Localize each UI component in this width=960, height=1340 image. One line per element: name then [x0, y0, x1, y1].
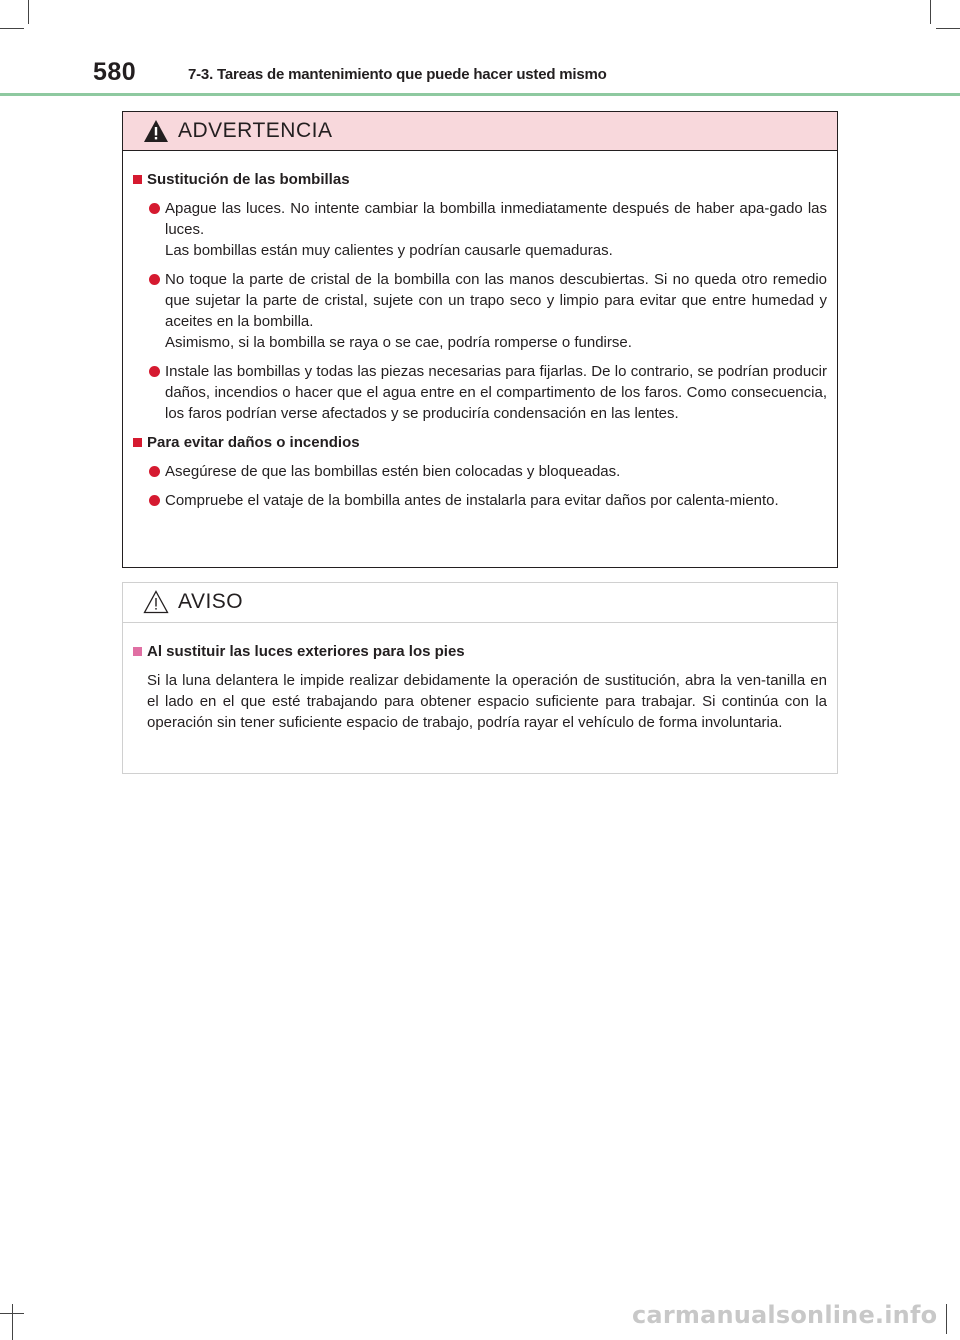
- caution-triangle-icon: [143, 590, 169, 614]
- warning-item: [133, 490, 827, 511]
- warning-header: [123, 112, 837, 151]
- notice-heading: [133, 641, 827, 662]
- round-bullet-icon: [149, 274, 160, 285]
- warning-item: [133, 461, 827, 482]
- notice-title: AVISO: [178, 590, 244, 613]
- item-text: Compruebe el vataje de la bombilla antes de instalarla para evitar daños por calenta-miento.: [165, 492, 779, 509]
- round-bullet-icon: [149, 366, 160, 377]
- crop-mark-top-right-h: [936, 28, 960, 29]
- notice-text: Si la luna delantera le impide realizar debidamente la operación de sustitución, abra la ven-tanilla en el lado en el que esté trabajando para obtener espacio suficiente para trabajar. Si continúa con la operación sin tener suficiente espacio de trabajo, podría rayar el vehículo de forma involuntaria.: [147, 672, 827, 731]
- notice-box: [122, 582, 838, 774]
- crop-mark-bottom-left-v: [12, 1304, 13, 1340]
- item-text-continued: Las bombillas están muy calientes y podrían causarle quemaduras.: [165, 242, 613, 259]
- warning-section-heading: [133, 432, 827, 453]
- item-text: No toque la parte de cristal de la bombilla con las manos descubiertas. Si no queda otro remedio que sujetar la parte de cristal, sujete con un trapo seco y limpio para evitar que entre humedad y aceites en la bombilla.: [165, 271, 827, 330]
- page-number: 580: [93, 58, 137, 86]
- square-bullet-icon: [133, 647, 142, 656]
- round-bullet-icon: [149, 466, 160, 477]
- header-rule: [0, 93, 960, 96]
- watermark: carmanualsonline.info: [632, 1301, 938, 1329]
- warning-body: [123, 151, 837, 511]
- square-bullet-icon: [133, 175, 142, 184]
- item-text-continued: Asimismo, si la bombilla se raya o se cae, podría romperse o fundirse.: [165, 334, 632, 351]
- square-bullet-icon: [133, 438, 142, 447]
- crop-mark-top-left-h: [0, 28, 24, 29]
- heading-text: Para evitar daños o incendios: [147, 434, 360, 451]
- round-bullet-icon: [149, 203, 160, 214]
- crop-mark-top-right-v: [930, 0, 931, 24]
- notice-header: [123, 583, 837, 623]
- item-text: Apague las luces. No intente cambiar la bombilla inmediatamente después de haber apa-gado las luces.: [165, 200, 827, 238]
- warning-title: ADVERTENCIA: [178, 119, 333, 142]
- warning-triangle-icon: [143, 119, 169, 143]
- item-text: Instale las bombillas y todas las piezas necesarias para fijarlas. De lo contrario, se podrían producir daños, incendios o hacer que el agua entre en el compartimento de los faros. Como consecuencia, los faros podrían verse afectados y se produciría condensación en las lentes.: [165, 363, 827, 422]
- warning-item: [133, 269, 827, 353]
- section-title: 7-3. Tareas de mantenimiento que puede hacer usted mismo: [188, 66, 607, 83]
- notice-body: [123, 623, 837, 733]
- heading-text: Al sustituir las luces exteriores para los pies: [147, 643, 465, 660]
- crop-mark-bottom-right-v: [946, 1304, 947, 1334]
- heading-text: Sustitución de las bombillas: [147, 171, 350, 188]
- warning-box: [122, 111, 838, 568]
- warning-item: [133, 361, 827, 424]
- crop-mark-top-left-v: [28, 0, 29, 24]
- warning-item: [133, 198, 827, 261]
- warning-section-heading: [133, 169, 827, 190]
- item-text: Asegúrese de que las bombillas estén bien colocadas y bloqueadas.: [165, 463, 621, 480]
- page-header: [0, 52, 960, 96]
- crop-mark-bottom-left-h: [0, 1313, 24, 1314]
- round-bullet-icon: [149, 495, 160, 506]
